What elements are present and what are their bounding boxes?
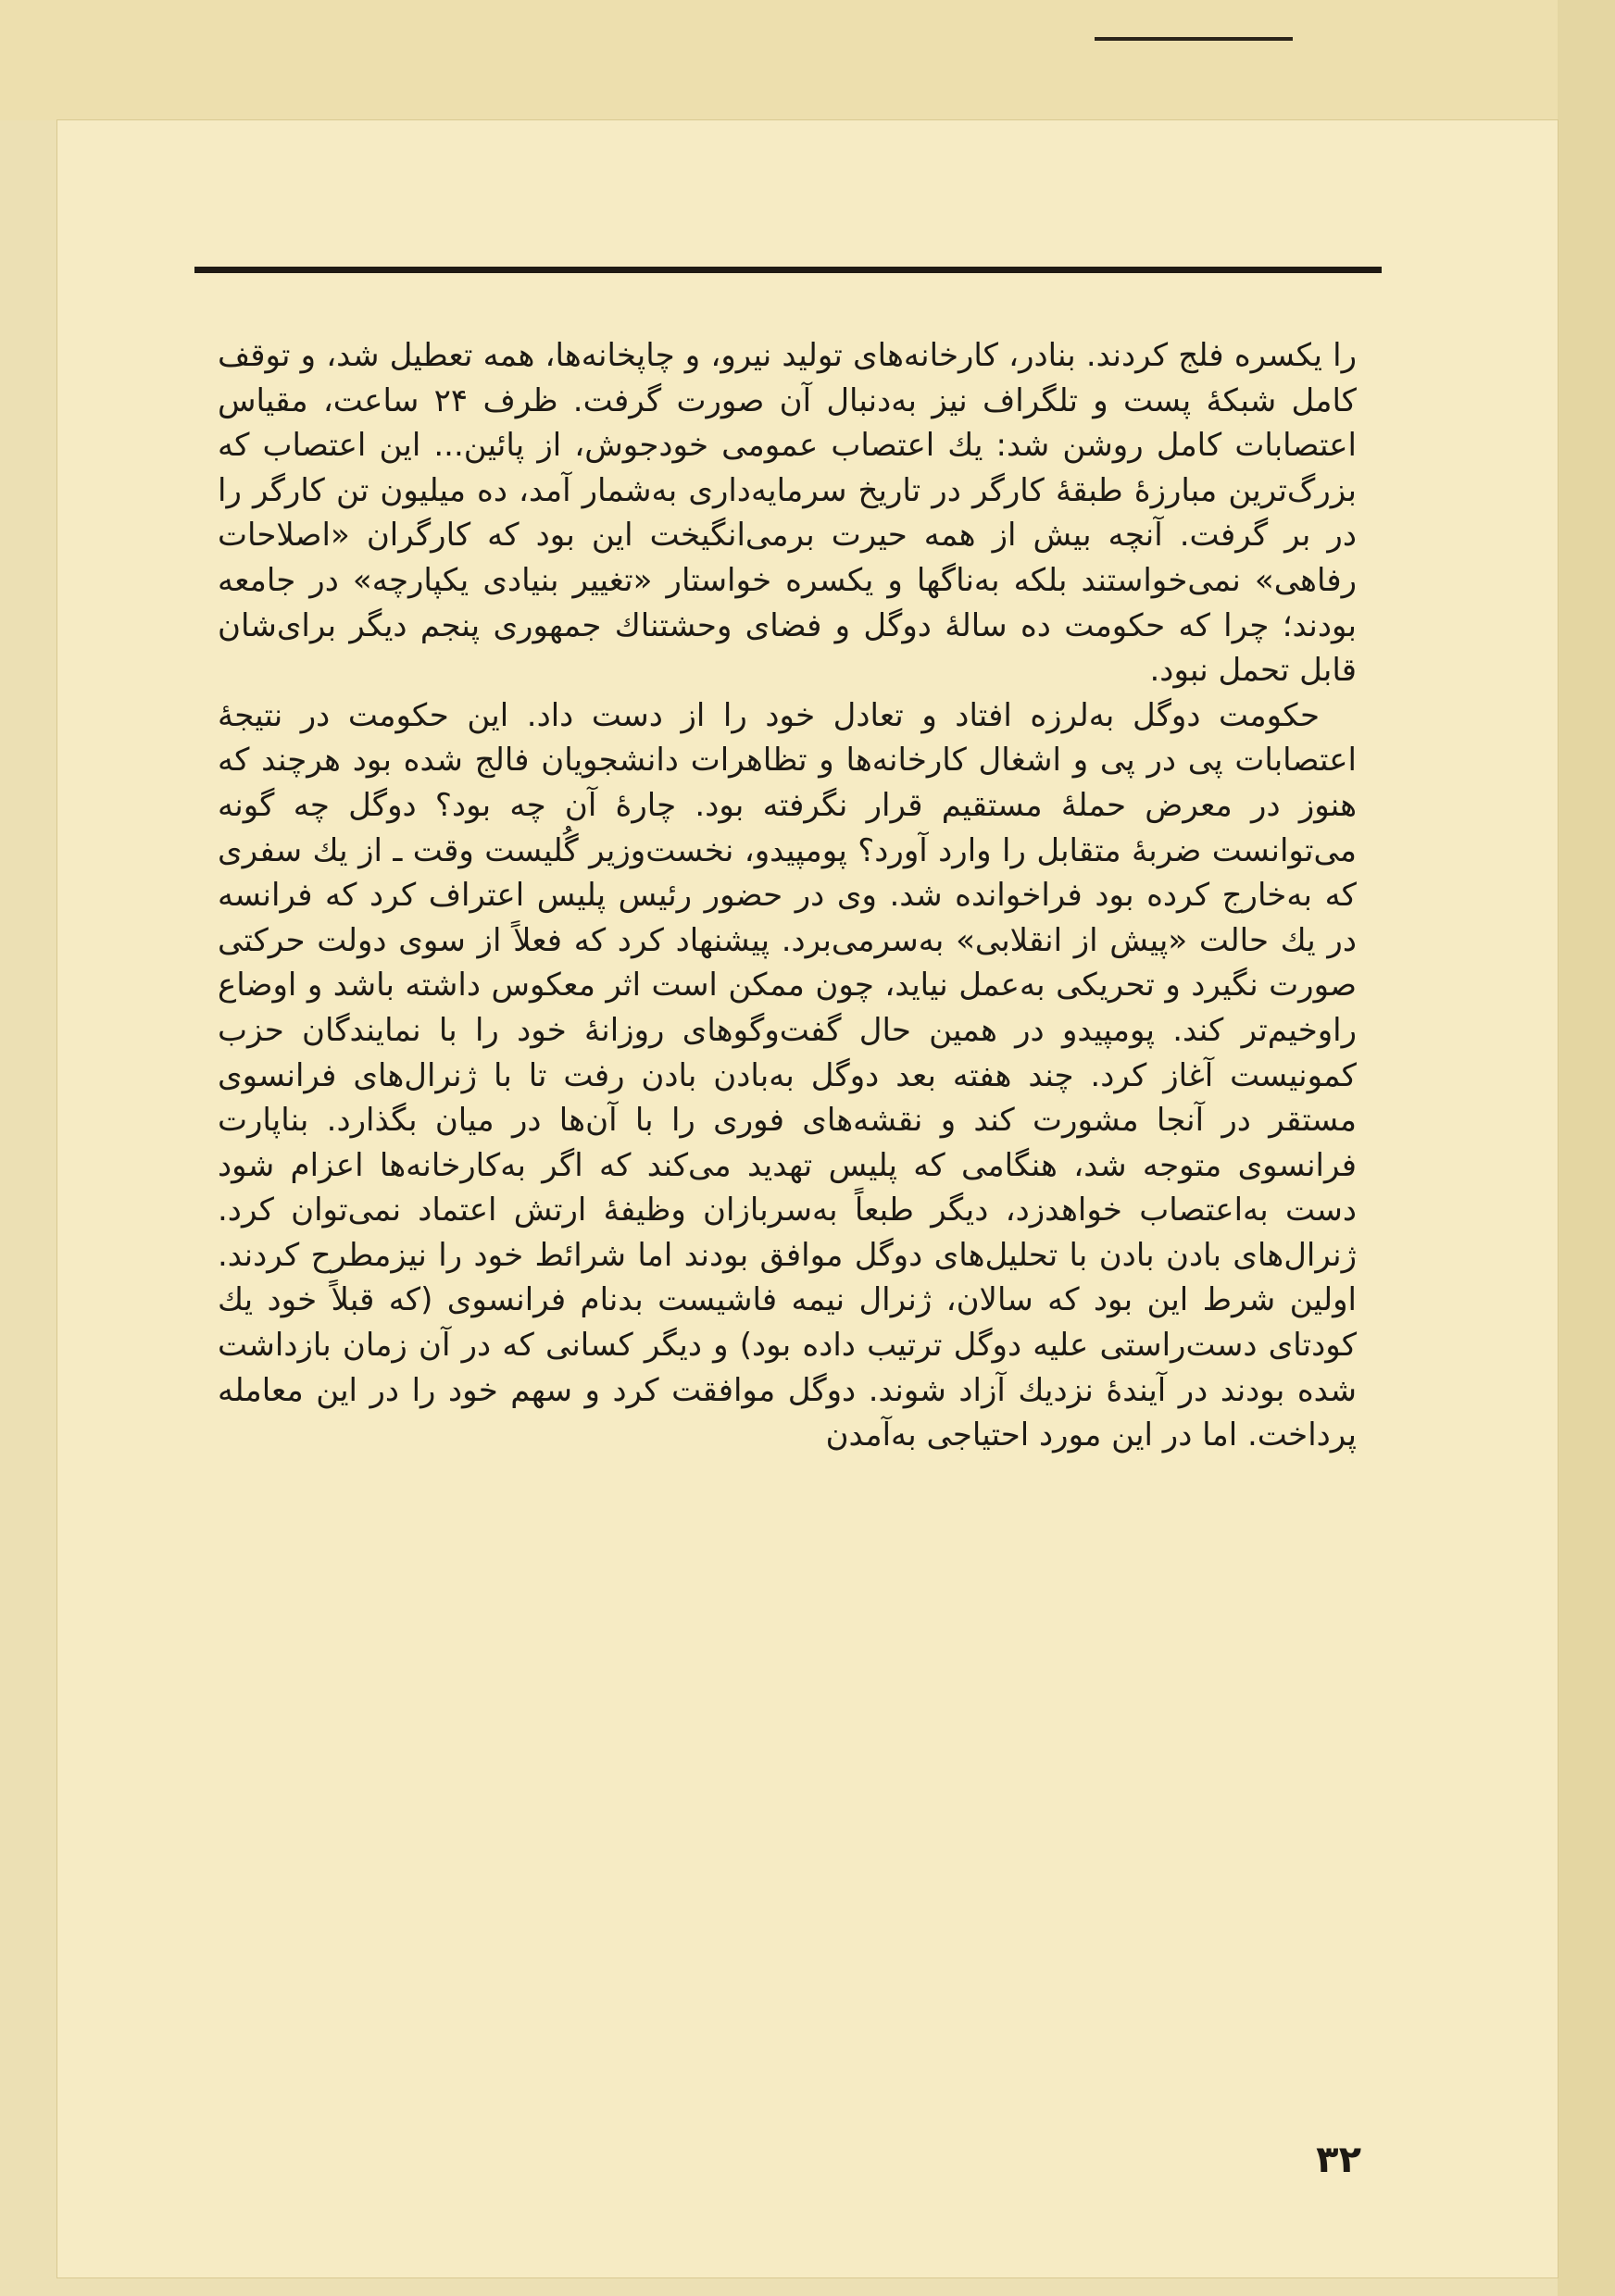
paragraph-1: را یکسره فلج کردند. بنادر، کارخانه‌های تولید نیرو، و چاپخانه‌ها، همه تعطیل شد، و توقف کامل شبکهٔ پست و تلگراف نیز به‌دنبال آن صورت گرفت. ظرف ۲۴ ساعت، مقیاس اعتصابات کامل روشن شد: یك اعتصاب عمومی خودجوش، از پائین... این اعتصاب که بزرگ‌ترین مبارزهٔ طبقهٔ کارگر در تاریخ سرمایه‌داری به‌شمار آمد، ده میلیون تن کارگر را در بر گرفت. آنچه بیش از همه حیرت برمی‌انگیخت این بود که کارگران «اصلاحات رفاهی» نمی‌خواستند بلکه به‌ناگها و یکسره خواستار «تغییر بنیادی یکپارچه» در جامعه بودند؛ چرا که حکومت ده سالهٔ دوگل و فضای وحشتناك جمهوری پنجم دیگر برای‌شان قابل تحمل نبود. xyxy=(218,337,1357,690)
previous-page-edge xyxy=(0,0,1615,120)
page-right-edge xyxy=(1558,0,1615,2296)
top-short-rule xyxy=(1095,37,1293,41)
header-rule xyxy=(194,267,1382,273)
paragraph-2: حکومت دوگل به‌لرزه افتاد و تعادل خود را از دست داد. این حکومت در نتیجهٔ اعتصابات پی در پی و اشغال کارخانه‌ها و تظاهرات دانشجویان فالج شده بود هرچند که هنوز در معرض حملهٔ مستقیم قرار نگرفته بود. چارهٔ آن چه بود؟ دوگل چه گونه می‌توانست ضربهٔ متقابل را وارد آورد؟ پومپیدو، نخست‌وزیر گُلیست وقت ـ از یك سفری که به‌خارج کرده بود فراخوانده شد. وی در حضور رئیس پلیس اعتراف کرد که فرانسه در یك حالت «پیش از انقلابی» به‌سرمی‌برد. پیشنهاد کرد که فعلاً از سوی دولت حرکتی صورت نگیرد و تحریکی به‌عمل نیاید، چون ممکن است اثر معکوس داشته باشد و اوضاع راوخیم‌تر کند. پومپیدو در همین حال گفت‌وگوهای روزانهٔ خود را با نمایندگان حزب کمونیست آغاز کرد. چند هفته بعد دوگل به‌بادن بادن رفت تا با ژنرال‌های فرانسوی مستقر در آنجا مشورت کند و نقشه‌های فوری را با آن‌ها در میان بگذارد. بناپارت فرانسوی متوجه شد، هنگامی که پلیس تهدید می‌کند که‌ اگر به‌کارخانه‌ها اعزام شود دست به‌اعتصاب خواهدزد، دیگر طبعاً به‌سربازان وظیفهٔ ارتش اعتماد نمی‌توان کرد. ژنرال‌های بادن بادن با تحلیل‌های دوگل موافق بودند اما شرائط خود را نیزمطرح کردند. اولین شرط این بود که سالان، ژنرال نیمه فاشیست بدنام فرانسوی (که قبلاً خود یك کودتای دست‌راستی علیه دوگل ترتیب داده بود) و دیگر کسانی که در آن زمان بازداشت شده بودند در آیندهٔ نزدیك آزاد شوند. دوگل موافقت کرد و سهم خود را در این معامله پرداخت. اما در این مورد احتیاجی به‌آمدن xyxy=(218,696,1357,1454)
page-number: ۳۲ xyxy=(1316,2139,1361,2181)
body-text xyxy=(218,333,1357,1458)
